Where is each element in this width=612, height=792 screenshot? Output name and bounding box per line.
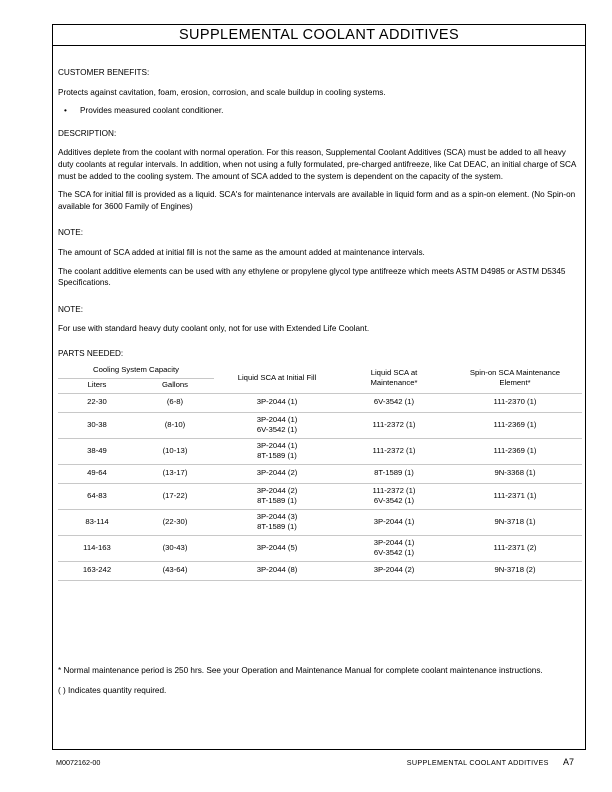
note-1-paragraph-2: The coolant additive elements can be used with any ethylene or propylene glycol type antifreeze which meets ASTM D4985 or ASTM D5345 Specifications.: [58, 266, 566, 288]
note-1-paragraph-1: The amount of SCA added at initial fill is not the same as the amount added at maintenance intervals.: [58, 247, 425, 257]
liters-cell: 163-242: [58, 561, 136, 580]
benefits-heading: CUSTOMER BENEFITS:: [58, 68, 150, 77]
liters-cell: 22-30: [58, 393, 136, 412]
benefits-text: Protects against cavitation, foam, erosion, corrosion, and scale buildup in cooling systems.: [58, 87, 386, 97]
liters-header: Liters: [58, 378, 136, 393]
initial-fill-cell: 3P-2044 (3) 8T-1589 (1): [214, 509, 340, 535]
spin-on-cell: 111-2369 (1): [448, 438, 582, 464]
spin-on-cell: 111-2371 (2): [448, 535, 582, 561]
page-title: SUPPLEMENTAL COOLANT ADDITIVES: [53, 25, 585, 46]
benefits-bullet: [64, 105, 580, 117]
liters-cell: 38-49: [58, 438, 136, 464]
liters-cell: 49-64: [58, 464, 136, 483]
footer-section-title: SUPPLEMENTAL COOLANT ADDITIVES: [406, 758, 549, 767]
maintenance-cell: 111-2372 (1): [340, 412, 448, 438]
maintenance-cell: 111-2372 (1) 6V-3542 (1): [340, 483, 448, 509]
table-row: [58, 412, 582, 438]
gallons-header: Gallons: [136, 378, 214, 393]
table-row: [58, 483, 582, 509]
page-number: A7: [562, 757, 574, 767]
maintenance-cell: 3P-2044 (2): [340, 561, 448, 580]
liters-cell: 30-38: [58, 412, 136, 438]
gallons-cell: (8-10): [136, 412, 214, 438]
quantity-footnote: ( ) Indicates quantity required.: [58, 685, 167, 695]
spin-on-cell: 9N-3718 (2): [448, 561, 582, 580]
note-1-heading: NOTE:: [58, 228, 84, 238]
note-2-heading: NOTE:: [58, 304, 84, 314]
initial-fill-cell: 3P-2044 (2): [214, 464, 340, 483]
maintenance-cell: 111-2372 (1): [340, 438, 448, 464]
liters-cell: 114-163: [58, 535, 136, 561]
spin-on-cell: 111-2370 (1): [448, 393, 582, 412]
description-paragraph-2: The SCA for initial fill is provided as a liquid. SCA's for maintenance intervals are available in liquid form and as a spin-on element. (No Spin-on available for 3600 Family of Engines): [58, 190, 576, 211]
main-content: [58, 67, 580, 581]
note-2-paragraph-1: For use with standard heavy duty coolant only, not for use with Extended Life Coolant.: [58, 324, 370, 334]
table-row: [58, 509, 582, 535]
gallons-cell: (17-22): [136, 483, 214, 509]
table-row: [58, 535, 582, 561]
initial-fill-cell: 3P-2044 (1) 6V-3542 (1): [214, 412, 340, 438]
gallons-cell: (30-43): [136, 535, 214, 561]
capacity-header: Cooling System Capacity: [58, 364, 214, 379]
maintenance-footnote: * Normal maintenance period is 250 hrs. See your Operation and Maintenance Manual for complete coolant maintenance instructions.: [58, 666, 543, 675]
spin-on-header: Spin-on SCA Maintenance Element*: [448, 364, 582, 394]
gallons-cell: (13-17): [136, 464, 214, 483]
gallons-cell: (6-8): [136, 393, 214, 412]
initial-fill-header: Liquid SCA at Initial Fill: [214, 364, 340, 394]
parts-heading: PARTS NEEDED:: [58, 348, 124, 358]
gallons-cell: (22-30): [136, 509, 214, 535]
maintenance-cell: 8T-1589 (1): [340, 464, 448, 483]
description-heading: DESCRIPTION:: [58, 128, 117, 138]
maintenance-cell: 3P-2044 (1) 6V-3542 (1): [340, 535, 448, 561]
initial-fill-cell: 3P-2044 (8): [214, 561, 340, 580]
initial-fill-cell: 3P-2044 (1) 8T-1589 (1): [214, 438, 340, 464]
table-row: [58, 561, 582, 580]
gallons-cell: (43-64): [136, 561, 214, 580]
doc-number: M0072162-00: [56, 758, 101, 767]
maintenance-header: Liquid SCA at Maintenance*: [340, 364, 448, 394]
gallons-cell: (10-13): [136, 438, 214, 464]
description-paragraph-1: Additives deplete from the coolant with normal operation. For this reason, Supplemental Coolant Additives (SCA) must be added to all heavy duty coolants at regular intervals. In addition, when not using a fully formulated, pre-charged antifreeze, like Cat DEAC, an initial charge of SCA must be added to the cooling system. The amount of SCA added to the system is dependent on the capacity of the system.: [58, 148, 576, 181]
initial-fill-cell: 3P-2044 (1): [214, 393, 340, 412]
bullet-icon: •: [64, 106, 67, 116]
maintenance-cell: 6V-3542 (1): [340, 393, 448, 412]
initial-fill-cell: 3P-2044 (2) 8T-1589 (1): [214, 483, 340, 509]
maintenance-cell: 3P-2044 (1): [340, 509, 448, 535]
page-footer: [407, 757, 574, 767]
liters-cell: 64-83: [58, 483, 136, 509]
table-row: [58, 393, 582, 412]
spin-on-cell: 9N-3368 (1): [448, 464, 582, 483]
footnotes: [58, 665, 580, 704]
spin-on-cell: 111-2371 (1): [448, 483, 582, 509]
table-row: [58, 464, 582, 483]
table-row: [58, 438, 582, 464]
liters-cell: 83-114: [58, 509, 136, 535]
initial-fill-cell: 3P-2044 (5): [214, 535, 340, 561]
parts-table: [58, 364, 582, 581]
page-frame: [52, 24, 586, 750]
benefits-bullet-text: Provides measured coolant conditioner.: [80, 106, 224, 116]
spin-on-cell: 9N-3718 (1): [448, 509, 582, 535]
spin-on-cell: 111-2369 (1): [448, 412, 582, 438]
